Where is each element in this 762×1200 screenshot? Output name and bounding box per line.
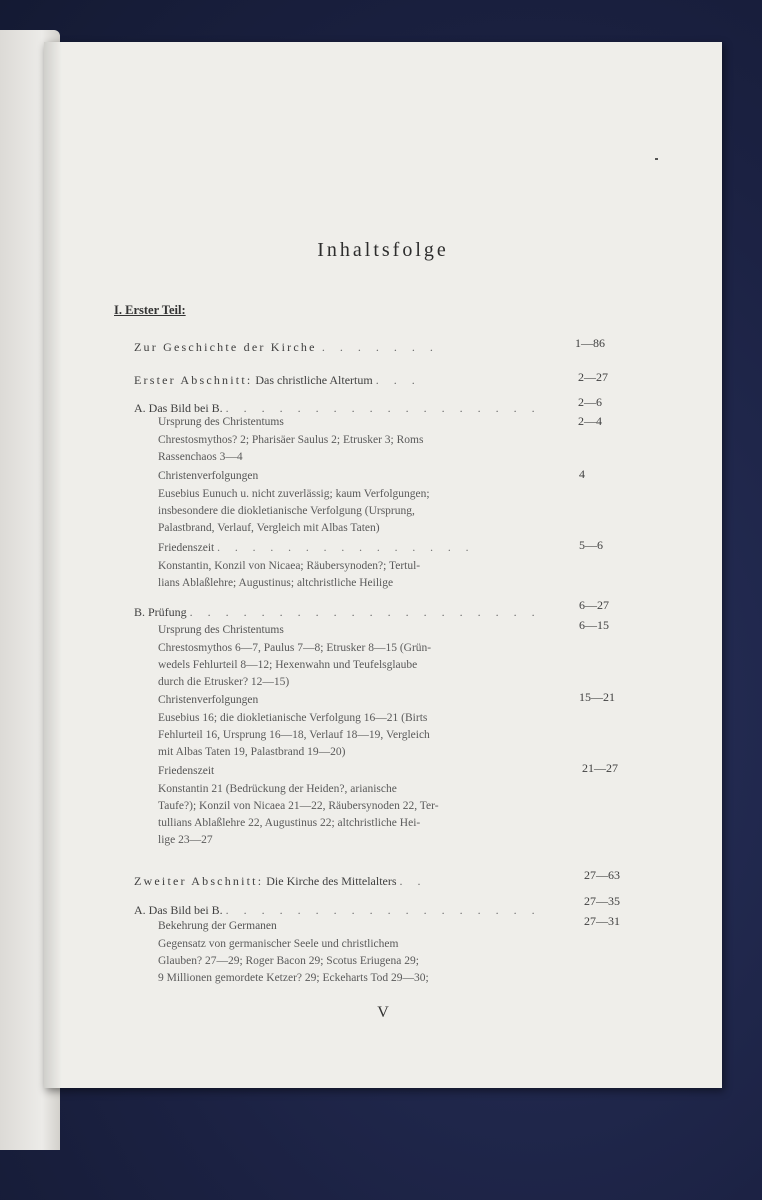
toc-entry-a1	[134, 400, 541, 416]
book-page	[44, 42, 722, 1088]
leader-dots: . . . . . . . . . . . . . . .	[217, 542, 475, 554]
toc-detail-line: wedels Fehlurteil 8—12; Hexenwahn und Teufelsglaube	[158, 659, 418, 671]
page-title: Inhaltsfolge	[317, 239, 449, 261]
toc-detail-line: Glauben? 27—29; Roger Bacon 29; Scotus Eriugena 29;	[158, 955, 419, 967]
toc-page-range: 2—6	[578, 395, 602, 409]
toc-entry-text: B. Prüfung	[134, 605, 187, 619]
leader-dots: . . . . . . . . . . . . . . . . . .	[225, 401, 541, 415]
toc-detail-line: Chrestosmythos? 2; Pharisäer Saulus 2; Etrusker 3; Roms	[158, 434, 424, 446]
toc-detail-line: durch die Etrusker? 12—15)	[158, 676, 290, 688]
toc-page-range: 6—27	[579, 598, 609, 612]
toc-detail-line: Fehlurteil 16, Ursprung 16—18, Verlauf 18—19, Vergleich	[158, 729, 430, 741]
toc-subentry	[158, 542, 474, 554]
toc-detail-line: Taufe?); Konzil von Nicaea 21—22, Räubersynoden 22, Ter-	[158, 800, 439, 812]
leader-dots: . . . . . . . . . . . . . . . . . . . .	[189, 605, 541, 619]
toc-detail-line: 9 Millionen gemordete Ketzer? 29; Eckeharts Tod 29—30;	[158, 972, 429, 984]
toc-detail-line: Palastbrand, Verlauf, Vergleich mit Albas Taten)	[158, 522, 380, 534]
toc-page-range: 6—15	[579, 618, 609, 632]
toc-detail-line: Chrestosmythos 6—7, Paulus 7—8; Etrusker 8—15 (Grün-	[158, 642, 432, 654]
section-lead: Erster Abschnitt:	[134, 373, 253, 387]
toc-entry-kirche	[134, 339, 439, 355]
toc-subentry: Christenverfolgungen	[158, 470, 259, 482]
toc-detail-line: Konstantin 21 (Bedrückung der Heiden?, arianische	[158, 783, 397, 795]
section-lead: Zweiter Abschnitt:	[134, 874, 264, 888]
gutter-shadow	[44, 42, 62, 1088]
toc-entry-text: A. Das Bild bei B.	[134, 903, 223, 917]
toc-entry-text: Friedenszeit	[158, 542, 215, 554]
page-number: V	[377, 1004, 389, 1021]
toc-subentry: Christenverfolgungen	[158, 694, 259, 706]
toc-page-range: 1—86	[575, 336, 605, 350]
toc-entry-a2	[134, 902, 541, 918]
toc-entry-b1	[134, 604, 541, 620]
paper-speck	[655, 158, 658, 160]
toc-detail-line: Konstantin, Konzil von Nicaea; Räubersynoden?; Tertul-	[158, 560, 421, 572]
toc-page-range: 2—27	[578, 370, 608, 384]
toc-entry-text: Zur Geschichte der Kirche	[134, 340, 317, 354]
toc-detail-line: Eusebius Eunuch u. nicht zuverlässig; kaum Verfolgungen;	[158, 488, 430, 500]
toc-detail-line: Rassenchaos 3—4	[158, 451, 243, 463]
toc-detail-line: Gegensatz von germanischer Seele und christlichem	[158, 938, 399, 950]
toc-detail-line: lige 23—27	[158, 834, 213, 846]
toc-page-range: 21—27	[582, 761, 618, 775]
toc-subentry: Bekehrung der Germanen	[158, 920, 277, 932]
part-heading: I. Erster Teil:	[114, 303, 186, 317]
toc-subentry: Friedenszeit	[158, 765, 215, 777]
toc-entry-text: A. Das Bild bei B.	[134, 401, 223, 415]
toc-page-range: 15—21	[579, 690, 615, 704]
toc-page-range: 4	[579, 467, 585, 481]
toc-detail-line: Eusebius 16; die diokletianische Verfolgung 16—21 (Birts	[158, 712, 428, 724]
toc-detail-line: lians Ablaßlehre; Augustinus; altchristliche Heilige	[158, 577, 394, 589]
toc-section-1	[134, 372, 421, 388]
toc-page-range: 27—63	[584, 868, 620, 882]
section-title: Das christliche Altertum	[255, 373, 373, 387]
toc-page-range: 2—4	[578, 414, 602, 428]
leader-dots: . .	[399, 874, 427, 888]
toc-page-range: 5—6	[579, 538, 603, 552]
toc-page-range: 27—31	[584, 914, 620, 928]
section-title: Die Kirche des Mittelalters	[266, 874, 397, 888]
toc-subentry: Ursprung des Christentums	[158, 624, 284, 636]
toc-detail-line: insbesondere die diokletianische Verfolgung (Ursprung,	[158, 505, 415, 517]
toc-page-range: 27—35	[584, 894, 620, 908]
toc-subentry: Ursprung des Christentums	[158, 416, 284, 428]
leader-dots: . . .	[375, 373, 421, 387]
leader-dots: . . . . . . .	[321, 340, 439, 354]
leader-dots: . . . . . . . . . . . . . . . . . .	[225, 903, 541, 917]
toc-detail-line: tullians Ablaßlehre 22, Augustinus 22; altchristliche Hei-	[158, 817, 421, 829]
toc-section-2	[134, 873, 427, 889]
toc-detail-line: mit Albas Taten 19, Palastbrand 19—20)	[158, 746, 346, 758]
